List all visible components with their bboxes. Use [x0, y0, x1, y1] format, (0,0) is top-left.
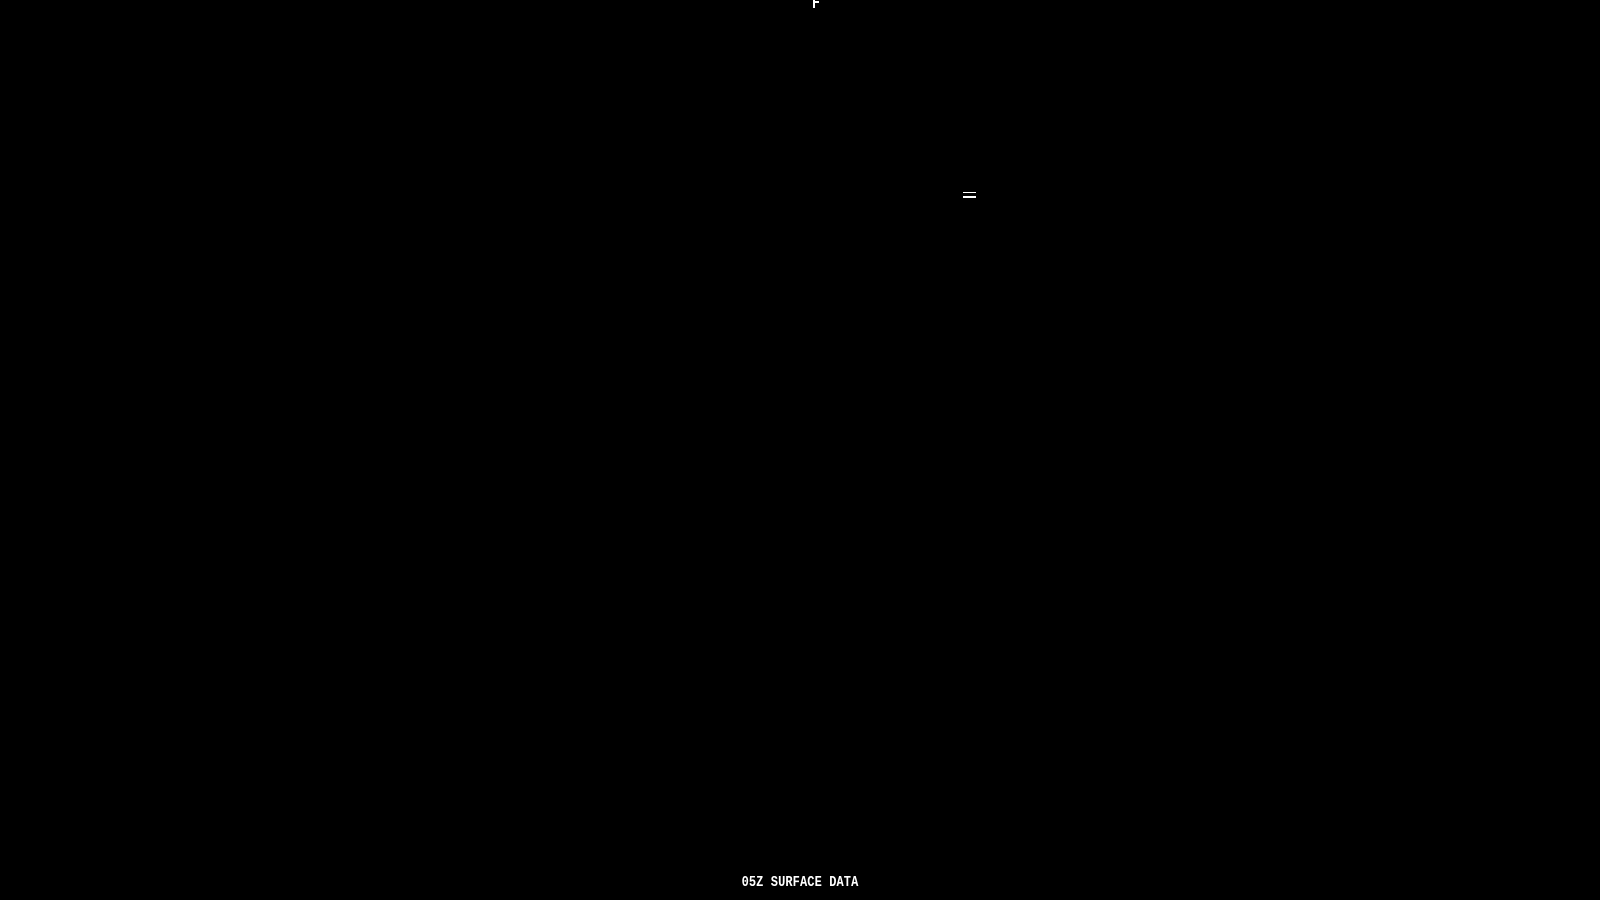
mist-symbol [963, 192, 976, 198]
clipped-station-glyph [813, 0, 819, 8]
mist-symbol-bottom-bar [963, 196, 976, 198]
plot-title-row [0, 874, 1600, 890]
plot-title: 05Z SURFACE DATA [741, 873, 859, 891]
clipped-glyph-arm [813, 1, 819, 3]
mist-symbol-top-bar [963, 192, 976, 194]
